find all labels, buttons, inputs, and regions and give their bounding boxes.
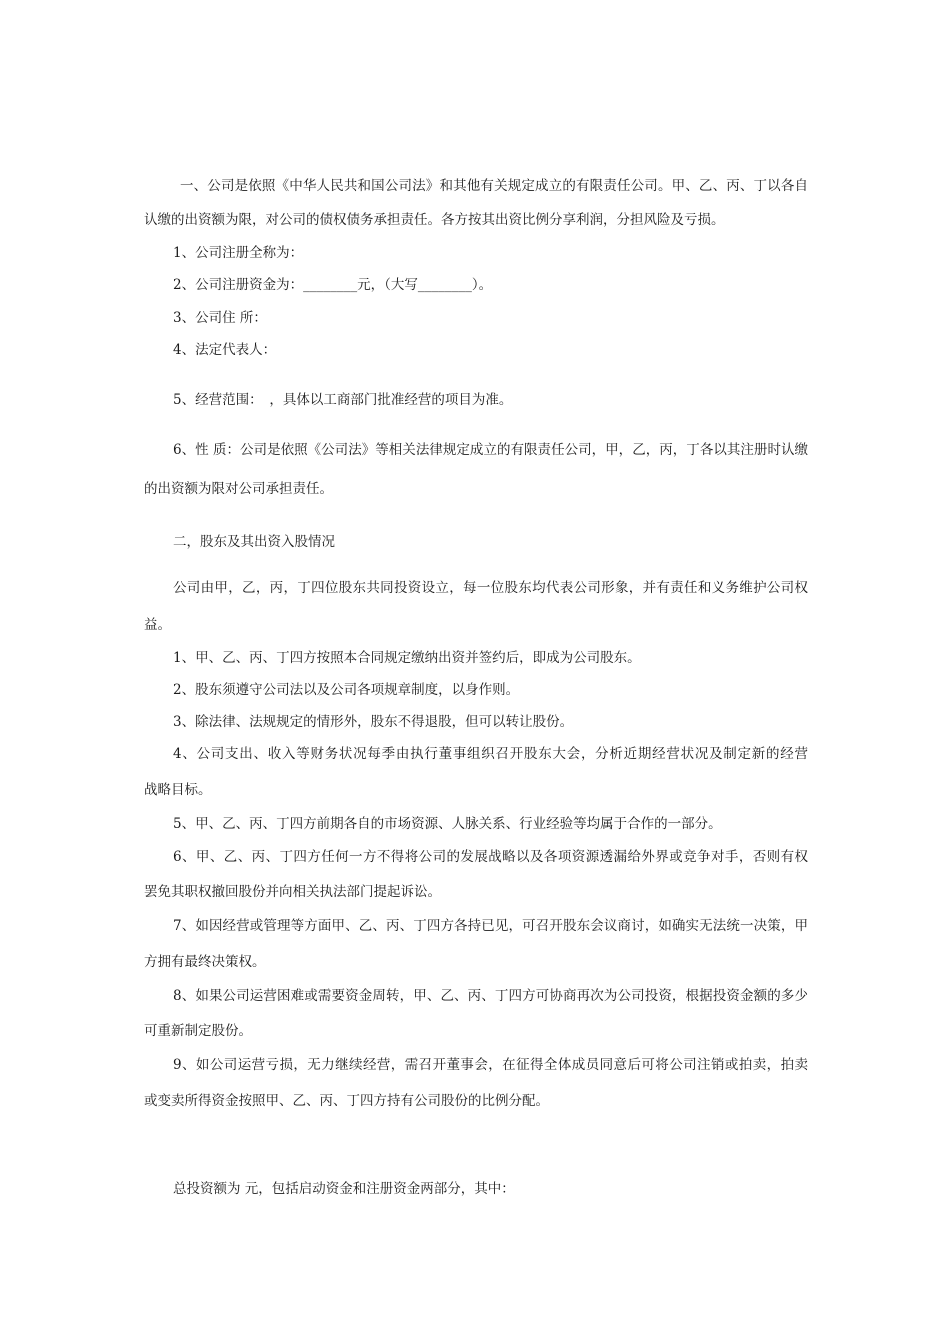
section2-item7-line1: 7、如因经营或管理等方面甲、乙、丙、丁四方各持已见，可召开股东会议商讨，如确实无法统一决策，甲: [173, 918, 808, 934]
section2-item4-line2: 战略目标。: [144, 782, 212, 798]
section2-item2: 2、股东须遵守公司法以及公司各项规章制度，以身作则。: [173, 682, 520, 698]
section3-total: 总投资额为 元，包括启动资金和注册资金两部分，其中：: [173, 1181, 515, 1197]
section1-item2: 2、公司注册资金为：________元，（大写________）。: [173, 277, 493, 293]
section1-item1: 1、公司注册全称为：: [173, 245, 304, 261]
section2-intro-line1: 公司由甲，乙，丙，丁四位股东共同投资设立，每一位股东均代表公司形象，并有责任和义务维护公司权: [173, 580, 808, 596]
section2-item6-line1: 6、甲、乙、丙、丁四方任何一方不得将公司的发展战略以及各项资源透漏给外界或竞争对手，否则有权: [173, 849, 808, 865]
section1-item6-line2: 的出资额为限对公司承担责任。: [144, 481, 333, 497]
section1-item5: 5、经营范围： ，具体以工商部门批准经营的项目为准。: [173, 392, 513, 408]
section1-intro-line2: 认缴的出资额为限，对公司的债权债务承担责任。各方按其出资比例分享利润，分担风险及亏损。: [144, 212, 725, 228]
section2-item8-line1: 8、如果公司运营困难或需要资金周转，甲、乙、丙、丁四方可协商再次为公司投资，根据投资金额的多少: [173, 988, 808, 1004]
section2-item4-line1: 4、公司支出、收入等财务状况每季由执行董事组织召开股东大会，分析近期经营状况及制定新的经营: [173, 746, 808, 762]
section2-item8-line2: 可重新制定股份。: [144, 1023, 252, 1039]
section2-item3: 3、除法律、法规规定的情形外，股东不得退股，但可以转让股份。: [173, 714, 574, 730]
section1-item4: 4、法定代表人：: [173, 342, 277, 358]
section2-item9-line2: 或变卖所得资金按照甲、乙、丙、丁四方持有公司股份的比例分配。: [144, 1093, 549, 1109]
section2-item5: 5、甲、乙、丙、丁四方前期各自的市场资源、人脉关系、行业经验等均属于合作的一部分。: [173, 816, 722, 832]
section2-item6-line2: 罢免其职权撤回股份并向相关执法部门提起诉讼。: [144, 884, 441, 900]
section2-intro-line2: 益。: [144, 617, 171, 633]
section1-intro-line1: 一、公司是依照《中华人民共和国公司法》和其他有关规定成立的有限责任公司。甲、乙、丙、丁以各自: [180, 178, 808, 194]
section2-item1: 1、甲、乙、丙、丁四方按照本合同规定缴纳出资并签约后，即成为公司股东。: [173, 650, 641, 666]
section2-heading: 二，股东及其出资入股情况: [173, 534, 335, 550]
section1-item6-line1: 6、性 质：公司是依照《公司法》等相关法律规定成立的有限责任公司，甲，乙，丙，丁各以其注册时认缴: [173, 442, 808, 458]
section2-item9-line1: 9、如公司运营亏损，无力继续经营，需召开董事会，在征得全体成员同意后可将公司注销或拍卖，拍卖: [173, 1057, 808, 1073]
section1-item3: 3、公司住 所：: [173, 310, 267, 326]
section2-item7-line2: 方拥有最终决策权。: [144, 954, 266, 970]
